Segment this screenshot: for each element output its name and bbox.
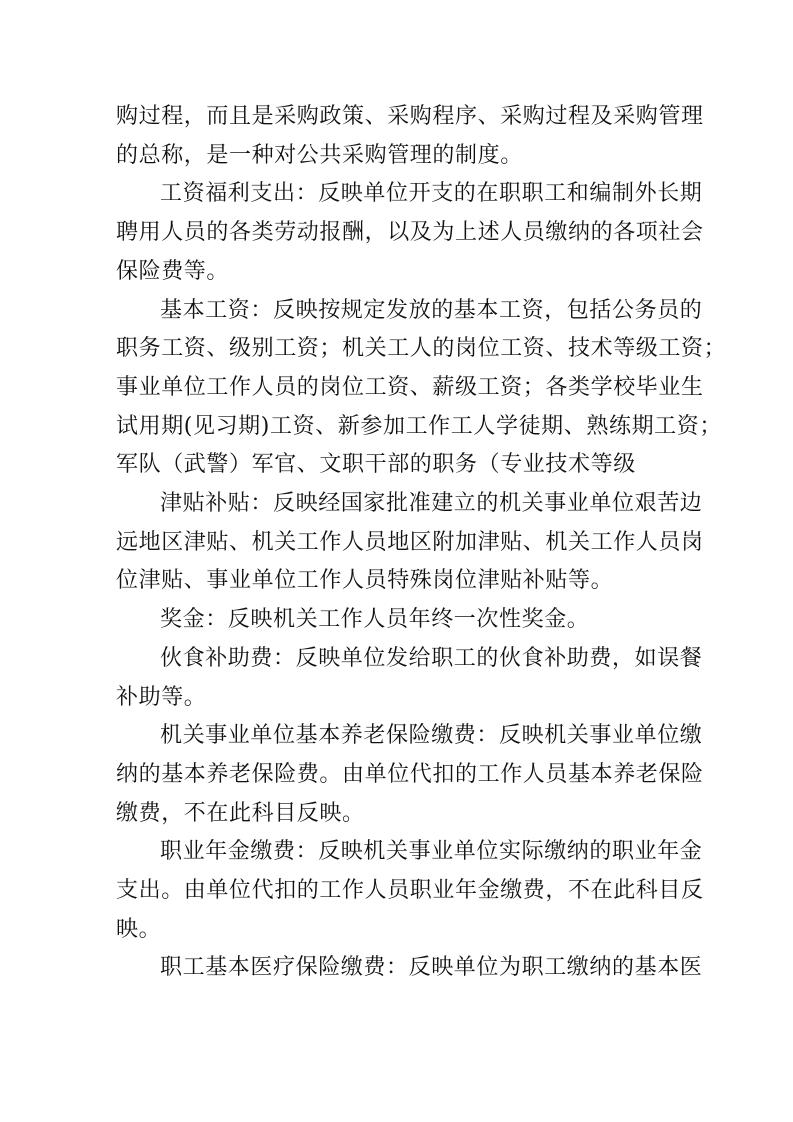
text-line: 缴费，不在此科目反映。 xyxy=(116,800,365,826)
text-line: 保险费等。 xyxy=(116,258,230,284)
text-line: 奖金：反映机关工作人员年终一次性奖金。 xyxy=(160,607,590,633)
paragraph-medical-insurance xyxy=(116,949,703,988)
text-line: 纳的基本养老保险费。由单位代扣的工作人员基本养老保险 xyxy=(116,761,704,787)
text-line: 机关事业单位基本养老保险缴费：反映机关事业单位缴 xyxy=(160,723,703,749)
text-line: 位津贴、事业单位工作人员特殊岗位津贴补贴等。 xyxy=(116,568,614,594)
text-line: 购过程，而且是采购政策、采购程序、采购过程及采购管理 xyxy=(116,104,704,129)
paragraph-salary-welfare xyxy=(116,175,704,291)
text-line: 远地区津贴、机关工作人员地区附加津贴、机关工作人员岗 xyxy=(116,529,704,555)
paragraph-basic-salary xyxy=(116,292,727,486)
text-line: 试用期(见习期)工资、新参加工作工人学徒期、熟练期工资； xyxy=(116,413,722,439)
document-body xyxy=(116,98,727,988)
text-line: 事业单位工作人员的岗位工资、薪级工资；各类学校毕业生 xyxy=(116,374,704,400)
text-line: 的总称，是一种对公共采购管理的制度。 xyxy=(116,142,523,168)
paragraph-occupational-annuity xyxy=(116,833,704,949)
text-line: 职务工资、级别工资；机关工人的岗位工资、技术等级工资； xyxy=(116,336,727,362)
text-line: 支出。由单位代扣的工作人员职业年金缴费，不在此科目反 xyxy=(116,878,704,904)
paragraph-bonus xyxy=(116,601,682,640)
paragraph-allowance xyxy=(116,485,704,601)
paragraph-procurement xyxy=(116,98,704,175)
text-line: 职工基本医疗保险缴费：反映单位为职工缴纳的基本医 xyxy=(160,955,703,981)
paragraph-pension-insurance xyxy=(116,717,704,833)
paragraph-meal-subsidy xyxy=(116,640,703,717)
text-line: 基本工资：反映按规定发放的基本工资，包括公务员的 xyxy=(160,297,703,323)
text-line: 工资福利支出：反映单位开支的在职职工和编制外长期 xyxy=(160,181,703,207)
text-line: 职业年金缴费：反映机关事业单位实际缴纳的职业年金 xyxy=(160,839,703,865)
text-line: 伙食补助费：反映单位发给职工的伙食补助费，如误餐 xyxy=(160,645,703,671)
text-line: 补助等。 xyxy=(116,684,207,710)
text-line: 津贴补贴：反映经国家批准建立的机关事业单位艰苦边 xyxy=(160,491,703,517)
text-line: 映。 xyxy=(116,916,162,942)
text-line: 军队（武警）军官、文职干部的职务（专业技术等级 xyxy=(116,452,636,478)
text-line: 聘用人员的各类劳动报酬，以及为上述人员缴纳的各项社会 xyxy=(116,220,704,246)
